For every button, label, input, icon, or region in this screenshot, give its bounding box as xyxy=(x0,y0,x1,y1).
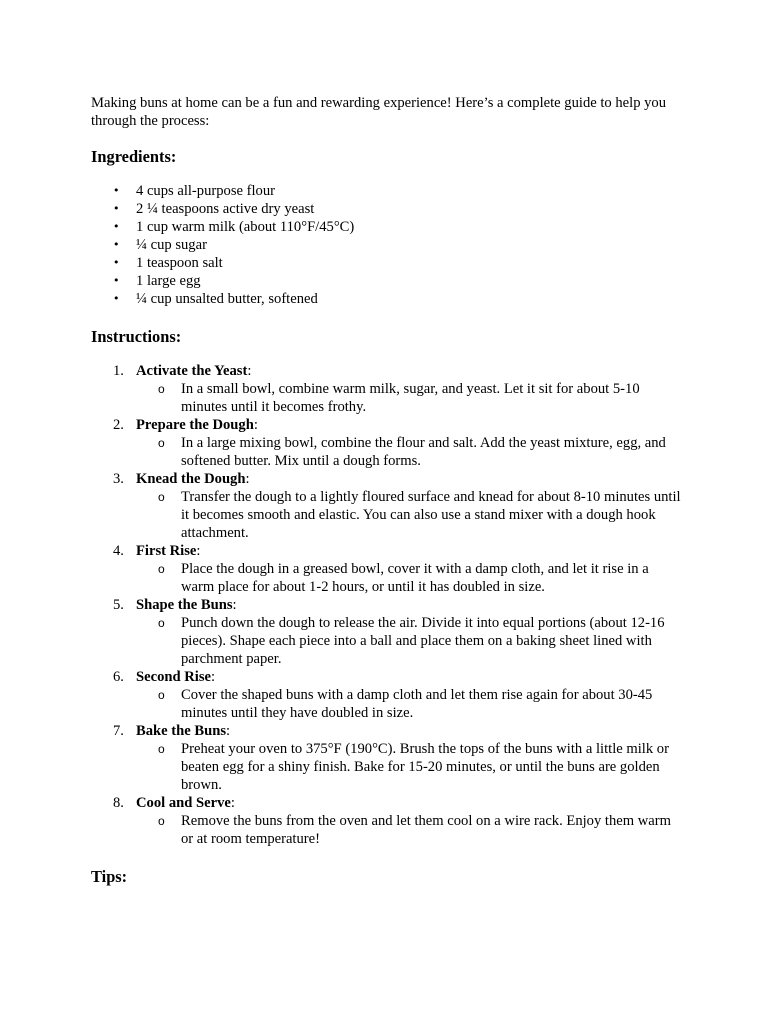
step-title-colon: : xyxy=(245,471,250,487)
circle-bullet-icon: o xyxy=(158,436,165,450)
step-detail-item xyxy=(136,380,681,416)
step-title: First Rise xyxy=(136,543,197,559)
instruction-step xyxy=(91,470,681,542)
ingredient-item xyxy=(91,236,681,254)
step-detail-list xyxy=(136,434,681,470)
step-detail-list xyxy=(136,488,681,542)
instruction-step xyxy=(91,794,681,848)
ingredient-item xyxy=(91,290,681,308)
ingredient-text: ¼ cup unsalted butter, softened xyxy=(136,291,318,307)
step-number: 3. xyxy=(113,471,124,487)
step-title: Bake the Buns xyxy=(136,723,227,739)
step-title: Shape the Buns xyxy=(136,597,233,613)
step-number: 1. xyxy=(113,363,124,379)
step-detail-text: Cover the shaped buns with a damp cloth and let them rise again for about 30-45 minutes until they have doubled in size. xyxy=(181,687,653,721)
step-detail-list xyxy=(136,740,681,794)
step-detail-list xyxy=(136,686,681,722)
step-title: Second Rise xyxy=(136,669,211,685)
step-detail-item xyxy=(136,812,681,848)
bullet-icon: • xyxy=(113,184,120,197)
step-title-colon: : xyxy=(196,543,201,559)
step-detail-text: Transfer the dough to a lightly floured surface and knead for about 8-10 minutes until it becomes smooth and elastic. You can also use a stand mixer with a dough hook attachment. xyxy=(181,489,681,541)
ingredient-item xyxy=(91,218,681,236)
step-title: Knead the Dough xyxy=(136,471,246,487)
instruction-step xyxy=(91,596,681,668)
bullet-icon: • xyxy=(113,220,120,233)
step-detail-text: Punch down the dough to release the air. Divide it into equal portions (about 12-16 pieces). Shape each piece into a ball and place them on a baking sheet lined with parchment paper. xyxy=(181,615,665,667)
circle-bullet-icon: o xyxy=(158,490,165,504)
tips-heading: Tips: xyxy=(91,867,128,886)
step-detail-item xyxy=(136,686,681,722)
step-detail-list xyxy=(136,380,681,416)
ingredient-item xyxy=(91,272,681,290)
ingredient-item xyxy=(91,254,681,272)
step-detail-text: In a small bowl, combine warm milk, sugar, and yeast. Let it sit for about 5-10 minutes until it becomes frothy. xyxy=(181,381,640,415)
step-title: Prepare the Dough xyxy=(136,417,254,433)
step-number: 7. xyxy=(113,723,124,739)
circle-bullet-icon: o xyxy=(158,382,165,396)
intro-paragraph: Making buns at home can be a fun and rewarding experience! Here’s a complete guide to help you through the process: xyxy=(91,95,667,129)
step-detail-item xyxy=(136,434,681,470)
ingredient-text: ¼ cup sugar xyxy=(136,237,207,253)
instructions-list xyxy=(91,362,681,848)
ingredients-list xyxy=(91,182,681,308)
step-title-colon: : xyxy=(247,363,252,379)
ingredient-text: 4 cups all-purpose flour xyxy=(136,183,276,199)
step-title-colon: : xyxy=(211,669,216,685)
step-number: 6. xyxy=(113,669,124,685)
ingredient-text: 1 teaspoon salt xyxy=(136,255,223,271)
circle-bullet-icon: o xyxy=(158,742,165,756)
step-detail-list xyxy=(136,614,681,668)
step-detail-item xyxy=(136,614,681,668)
step-title-colon: : xyxy=(226,723,231,739)
bullet-icon: • xyxy=(113,238,120,251)
step-number: 2. xyxy=(113,417,124,433)
step-detail-item xyxy=(136,740,681,794)
bullet-icon: • xyxy=(113,274,120,287)
step-title-colon: : xyxy=(253,417,258,433)
bullet-icon: • xyxy=(113,202,120,215)
step-title: Activate the Yeast xyxy=(136,363,248,379)
instruction-step xyxy=(91,542,681,596)
step-title-colon: : xyxy=(232,597,237,613)
step-detail-item xyxy=(136,560,681,596)
ingredients-heading: Ingredients: xyxy=(91,147,177,166)
ingredient-text: 2 ¼ teaspoons active dry yeast xyxy=(136,201,315,217)
step-detail-text: In a large mixing bowl, combine the flour and salt. Add the yeast mixture, egg, and softened butter. Mix until a dough forms. xyxy=(181,435,666,469)
step-title: Cool and Serve xyxy=(136,795,231,811)
step-detail-text: Place the dough in a greased bowl, cover it with a damp cloth, and let it rise in a warm place for about 1-2 hours, or until it has doubled in size. xyxy=(181,561,649,595)
step-number: 8. xyxy=(113,795,124,811)
ingredient-text: 1 cup warm milk (about 110°F/45°C) xyxy=(136,219,355,235)
document-page xyxy=(91,94,681,887)
instructions-heading: Instructions: xyxy=(91,327,182,346)
step-number: 5. xyxy=(113,597,124,613)
instruction-step xyxy=(91,722,681,794)
step-detail-text: Remove the buns from the oven and let them cool on a wire rack. Enjoy them warm or at room temperature! xyxy=(181,813,671,847)
circle-bullet-icon: o xyxy=(158,688,165,702)
instruction-step xyxy=(91,362,681,416)
step-detail-text: Preheat your oven to 375°F (190°C). Brush the tops of the buns with a little milk or beaten egg for a shiny finish. Bake for 15-20 minutes, or until the buns are golden brown. xyxy=(181,741,669,793)
ingredient-item xyxy=(91,182,681,200)
step-title-colon: : xyxy=(230,795,235,811)
step-detail-list xyxy=(136,560,681,596)
instruction-step xyxy=(91,416,681,470)
bullet-icon: • xyxy=(113,256,120,269)
step-detail-item xyxy=(136,488,681,542)
bullet-icon: • xyxy=(113,292,120,305)
ingredient-item xyxy=(91,200,681,218)
instruction-step xyxy=(91,668,681,722)
circle-bullet-icon: o xyxy=(158,562,165,576)
circle-bullet-icon: o xyxy=(158,814,165,828)
step-number: 4. xyxy=(113,543,124,559)
ingredient-text: 1 large egg xyxy=(136,273,201,289)
circle-bullet-icon: o xyxy=(158,616,165,630)
step-detail-list xyxy=(136,812,681,848)
